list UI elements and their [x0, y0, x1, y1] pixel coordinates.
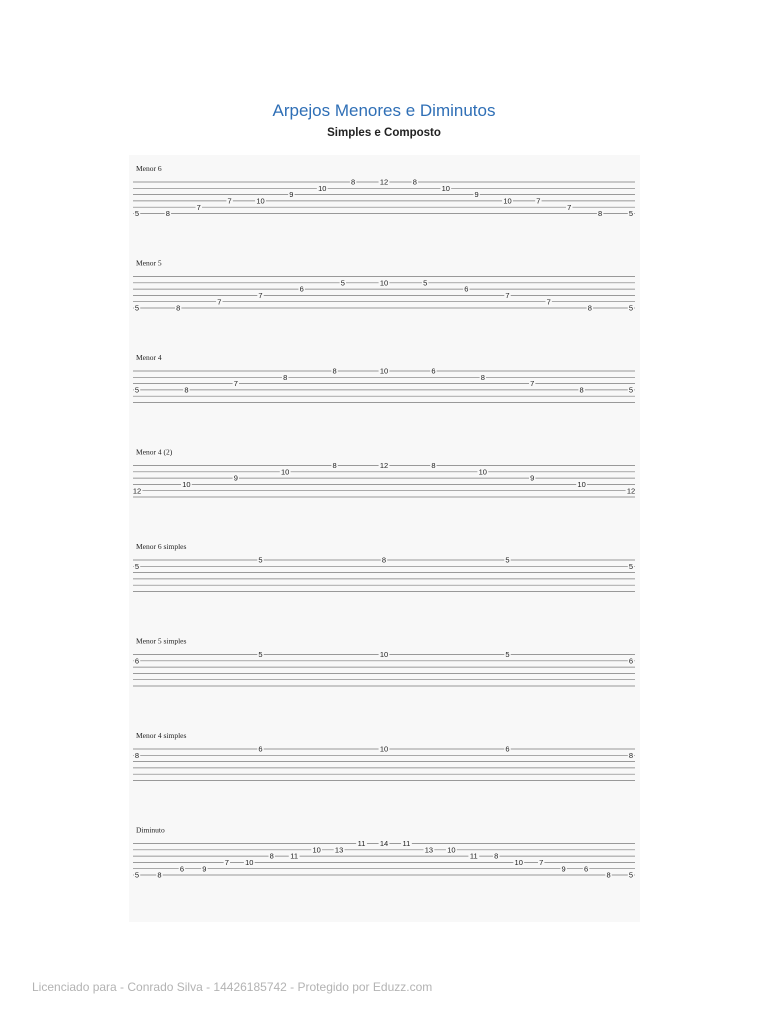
- fret-number: 5: [423, 278, 428, 288]
- fret-number: 8: [184, 385, 189, 395]
- fret-number: 9: [233, 473, 238, 483]
- fret-number: 8: [628, 750, 634, 760]
- exercise-label: Menor 4: [136, 353, 162, 362]
- exercise-label: Menor 5: [136, 258, 162, 268]
- tab-exercise: [133, 353, 635, 403]
- fret-number: 12: [379, 177, 389, 187]
- exercise-label: Menor 6 simples: [136, 542, 187, 551]
- tab-exercise: [133, 259, 635, 313]
- fret-number: 8: [579, 385, 584, 395]
- tab-exercise: [133, 164, 635, 218]
- fret-number: 10: [256, 196, 265, 206]
- tablature-area: [129, 155, 640, 922]
- fret-number: 9: [530, 473, 535, 483]
- fret-number: 6: [584, 864, 589, 874]
- tab-exercise: [133, 542, 635, 592]
- fret-number: 5: [258, 650, 263, 660]
- tab-exercise: [133, 826, 635, 880]
- fret-number: 10: [577, 480, 586, 489]
- fret-number: 8: [165, 209, 170, 219]
- fret-number: 10: [318, 183, 327, 193]
- fret-number: 8: [431, 461, 436, 471]
- fret-number: 5: [628, 209, 634, 219]
- fret-number: 6: [299, 284, 304, 294]
- document-title: Arpejos Menores e Diminutos: [272, 101, 496, 120]
- exercise-label: Menor 4 simples: [136, 731, 187, 740]
- fret-number: 8: [412, 177, 417, 187]
- fret-number: 5: [340, 278, 345, 288]
- fret-number: 8: [351, 177, 356, 187]
- fret-number: 6: [505, 744, 510, 754]
- fret-number: 5: [628, 870, 634, 880]
- fret-number: 5: [134, 561, 140, 571]
- fret-number: 8: [598, 209, 603, 219]
- exercise-label: Menor 4 (2): [136, 447, 173, 457]
- fret-number: 6: [179, 864, 184, 874]
- fret-number: 5: [628, 385, 634, 395]
- fret-number: 5: [134, 385, 140, 395]
- fret-number: 9: [561, 864, 566, 874]
- fret-number: 12: [132, 486, 142, 496]
- fret-number: 7: [227, 196, 232, 206]
- exercise-label: Menor 6: [136, 164, 162, 173]
- fret-number: 8: [606, 870, 611, 880]
- tab-exercise: [133, 637, 635, 687]
- fret-number: 8: [332, 366, 337, 376]
- fret-number: 12: [626, 486, 636, 496]
- fret-number: 6: [134, 656, 140, 666]
- fret-number: 5: [628, 303, 634, 313]
- document-subtitle: Simples e Composto: [327, 127, 441, 139]
- fret-number: 6: [258, 744, 263, 754]
- fret-number: 8: [269, 851, 274, 861]
- fret-number: 13: [424, 845, 434, 855]
- fret-number: 11: [290, 851, 299, 861]
- fret-number: 10: [245, 858, 254, 867]
- fret-number: 5: [505, 650, 510, 660]
- fret-number: 5: [134, 209, 140, 219]
- fret-number: 6: [628, 656, 634, 666]
- fret-number: 7: [233, 379, 238, 389]
- fret-number: 10: [379, 366, 389, 376]
- fret-number: 10: [379, 278, 389, 288]
- tab-exercise: [132, 448, 637, 498]
- fret-number: 5: [258, 555, 263, 565]
- fret-number: 11: [402, 839, 411, 849]
- fret-number: 9: [202, 864, 207, 874]
- fret-number: 14: [379, 839, 389, 849]
- fret-number: 5: [505, 555, 510, 565]
- fret-number: 8: [381, 555, 387, 565]
- fret-number: 8: [332, 461, 337, 471]
- fret-number: 8: [176, 303, 181, 313]
- fret-number: 7: [224, 858, 229, 867]
- fret-number: 7: [567, 202, 572, 212]
- fret-number: 7: [539, 858, 544, 867]
- fret-number: 10: [312, 845, 321, 855]
- fret-number: 10: [182, 480, 191, 489]
- fret-number: 7: [258, 291, 263, 300]
- fret-number: 10: [478, 467, 487, 477]
- tab-exercise: [133, 731, 635, 781]
- fret-number: 10: [514, 858, 523, 867]
- fret-number: 5: [628, 561, 634, 571]
- fret-number: 10: [379, 744, 389, 754]
- fret-number: 8: [283, 372, 288, 382]
- fret-number: 7: [196, 202, 201, 212]
- fret-number: 8: [134, 750, 140, 760]
- fret-number: 10: [441, 183, 450, 193]
- fret-number: 8: [587, 303, 592, 313]
- fret-number: 5: [134, 870, 140, 880]
- fret-number: 7: [217, 297, 222, 307]
- license-footer: Licenciado para - Conrado Silva - 14426185742 - Protegido por Eduzz.com: [32, 980, 433, 994]
- fret-number: 7: [546, 297, 551, 307]
- fret-number: 10: [447, 845, 456, 855]
- fret-number: 6: [431, 366, 436, 376]
- fret-number: 7: [536, 196, 541, 206]
- fret-number: 6: [464, 284, 469, 294]
- fret-number: 5: [134, 303, 140, 313]
- exercise-label: Diminuto: [136, 825, 165, 835]
- exercise-label: Menor 5 simples: [136, 636, 187, 646]
- fret-number: 8: [480, 372, 485, 382]
- fret-number: 8: [157, 870, 162, 880]
- fret-number: 10: [379, 650, 389, 660]
- fret-number: 9: [289, 190, 294, 200]
- fret-number: 12: [379, 461, 389, 471]
- fret-number: 13: [334, 845, 344, 855]
- fret-number: 8: [494, 851, 499, 861]
- fret-number: 7: [505, 291, 510, 300]
- fret-number: 10: [503, 196, 512, 206]
- fret-number: 11: [469, 851, 478, 861]
- tablature-sheet: [129, 155, 640, 922]
- fret-number: 9: [474, 190, 479, 200]
- fret-number: 11: [357, 839, 366, 849]
- fret-number: 7: [530, 379, 535, 389]
- fret-number: 10: [281, 467, 290, 477]
